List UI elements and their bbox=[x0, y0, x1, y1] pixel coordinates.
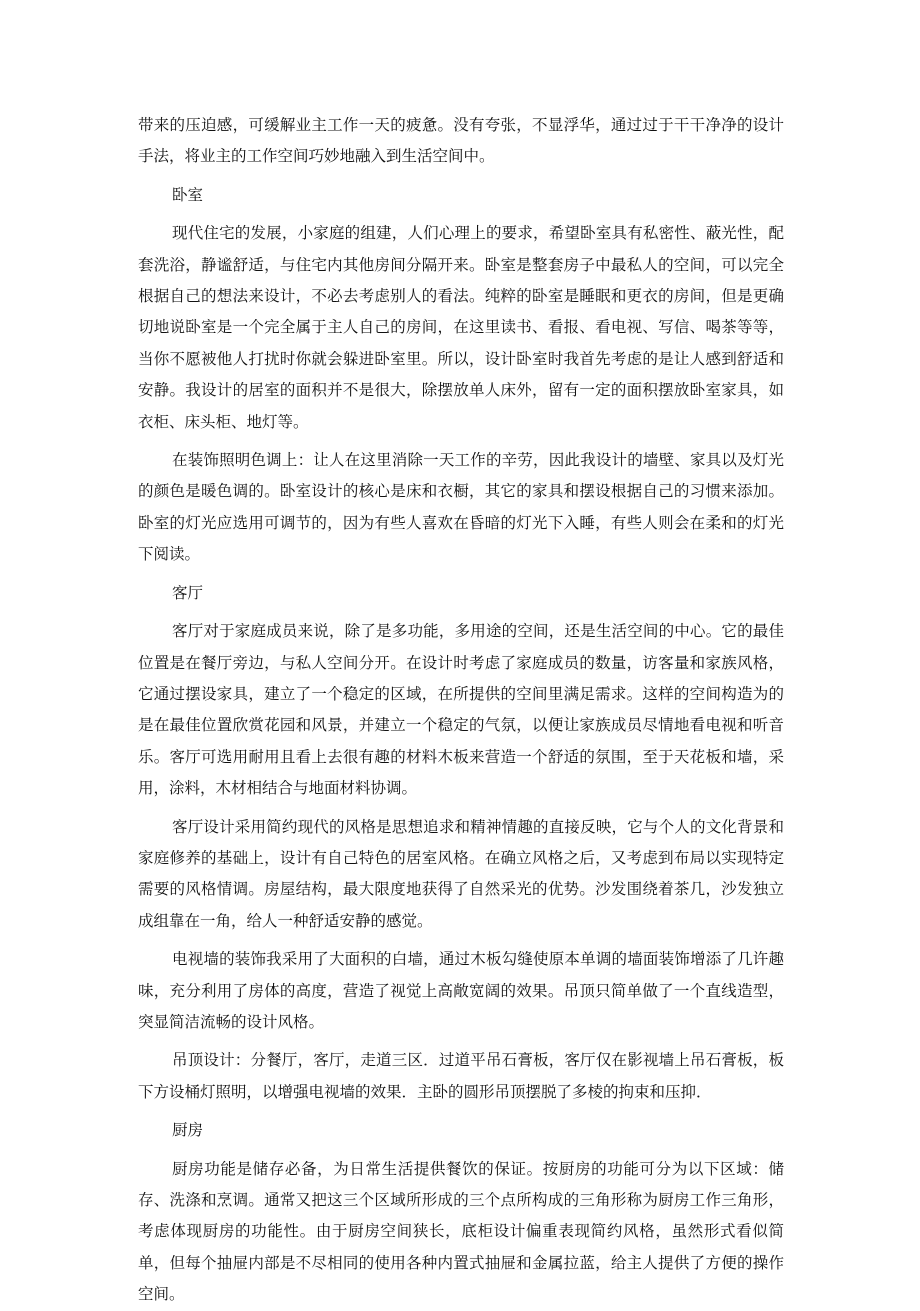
bedroom-heading: 卧室 bbox=[172, 185, 204, 204]
intro-continuation-paragraph: 带来的压迫感，可缓解业主工作一天的疲惫。没有夸张，不显浮华，通过过于干干净净的设计手法，将业主的工作空间巧妙地融入到生活空间中。 bbox=[138, 116, 784, 166]
kitchen-heading: 厨房 bbox=[172, 1121, 204, 1140]
document-body bbox=[138, 110, 784, 1311]
living-room-paragraph-2: 客厅设计采用简约现代的风格是思想追求和精神情趣的直接反映，它与个人的文化背景和家庭修养的基础上，设计有自己特色的居室风格。在确立风格之后，又考虑到布局以实现特定需要的风格情调。房屋结构，最大限度地获得了自然采光的优势。沙发围绕着茶几，沙发独立成组靠在一角，给人一种舒适安静的感觉。 bbox=[138, 817, 784, 930]
bedroom-paragraph-1: 现代住宅的发展，小家庭的组建，人们心理上的要求，希望卧室具有私密性、蔽光性，配套洗浴，静谧舒适，与住宅内其他房间分隔开来。卧室是整套房子中最私人的空间，可以完全根据自己的想法来设计，不必去考虑别人的看法。纯粹的卧室是睡眠和更衣的房间，但是更确切地说卧室是一个完全属于主人自己的房间，在这里读书、看报、看电视、写信、喝茶等等，当你不愿被他人打扰时你就会躲进卧室里。所以，设计卧室时我首先考虑的是让人感到舒适和安静。我设计的居室的面积并不是很大，除摆放单人床外，留有一定的面积摆放卧室家具，如衣柜、床头柜、地灯等。 bbox=[138, 224, 784, 431]
living-room-paragraph-1: 客厅对于家庭成员来说，除了是多功能，多用途的空间，还是生活空间的中心。它的最佳位置是在餐厅旁边，与私人空间分开。在设计时考虑了家庭成员的数量，访客量和家族风格，它通过摆设家具，建立了一个稳定的区域，在所提供的空间里满足需求。这样的空间构造为的是在最佳位置欣赏花园和风景，并建立一个稳定的气氛，以便让家族成员尽情地看电视和听音乐。客厅可选用耐用且看上去很有趣的材料木板来营造一个舒适的氛围，至于天花板和墙，采用，涂料，木材相结合与地面材料协调。 bbox=[138, 622, 784, 798]
bedroom-paragraph-2: 在装饰照明色调上：让人在这里消除一天工作的辛劳，因此我设计的墙壁、家具以及灯光的颜色是暖色调的。卧室设计的核心是床和衣橱，其它的家具和摆设根据自己的习惯来添加。卧室的灯光应选用可调节的，因为有些人喜欢在昏暗的灯光下入睡，有些人则会在柔和的灯光下阅读。 bbox=[138, 451, 784, 564]
ceiling-design-paragraph: 吊顶设计：分餐厅，客厅，走道三区．过道平吊石膏板，客厅仅在影视墙上吊石膏板，板下方设桶灯照明，以增强电视墙的效果．主卧的圆形吊顶摆脱了多棱的拘束和压抑． bbox=[138, 1051, 784, 1101]
kitchen-paragraph-1: 厨房功能是储存必备，为日常生活提供餐饮的保证。按厨房的功能可分为以下区域：储存、洗涤和烹调。通常又把这三个区域所形成的三个点所构成的三角形称为厨房工作三角形，考虑体现厨房的功能性。由于厨房空间狭长，底柜设计偏重表现简约风格，虽然形式看似简单，但每个抽屉内部是不尽相同的使用各种内置式抽屉和金属拉蓝，给主人提供了方便的操作空间。 bbox=[138, 1159, 784, 1304]
living-room-heading: 客厅 bbox=[172, 583, 204, 602]
living-room-paragraph-3: 电视墙的装饰我采用了大面积的白墙，通过木板勾缝使原本单调的墙面装饰增添了几许趣味，充分利用了房体的高度，营造了视觉上高敞宽阔的效果。吊顶只简单做了一个直线造型，突显简洁流畅的设计风格。 bbox=[138, 950, 784, 1031]
